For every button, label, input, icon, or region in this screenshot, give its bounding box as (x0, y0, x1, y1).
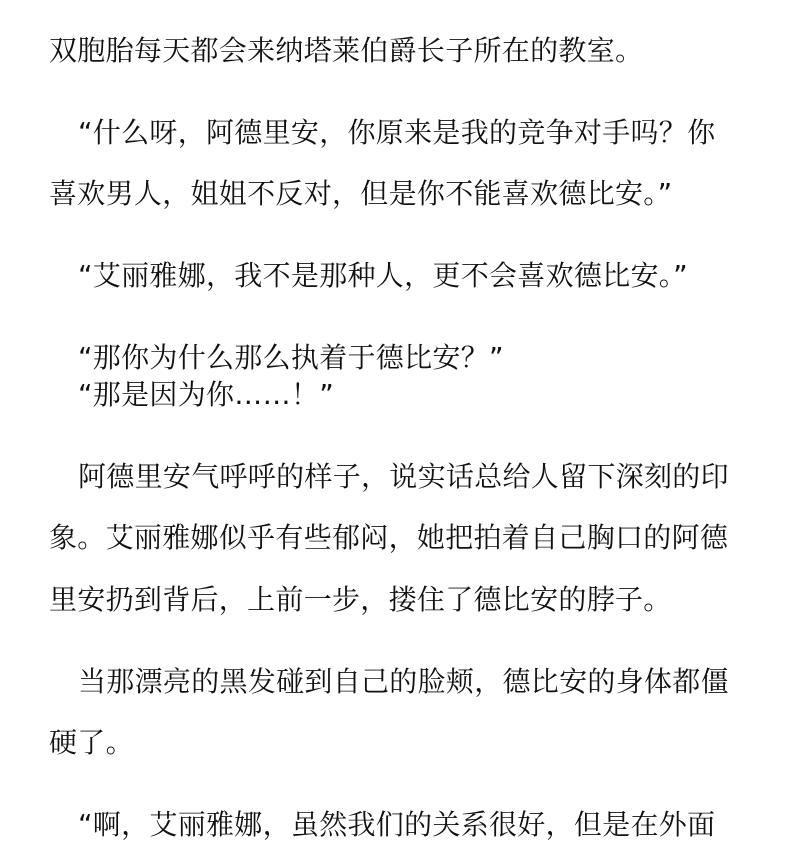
cropped-top-line (49, 0, 749, 16)
text-line: “什么呀，阿德里安，你原来是我的竞争对手吗？你 (78, 116, 716, 149)
text-line: 喜欢男人，姐姐不反对，但是你不能喜欢德比安。” (49, 177, 673, 210)
text-line: 里安扔到背后，上前一步，搂住了德比安的脖子。 (49, 583, 672, 616)
text-line: “那你为什么那么执着于德比安？” (78, 341, 504, 374)
text-line: 象。艾丽雅娜似乎有些郁闷，她把拍着自己胸口的阿德 (49, 521, 729, 554)
text-line: “那是因为你……！” (78, 378, 335, 411)
text-line: 当那漂亮的黑发碰到自己的脸颊，德比安的身体都僵 (78, 665, 729, 698)
text-line: “艾丽雅娜，我不是那种人，更不会喜欢德比安。” (78, 259, 688, 292)
text-line: 双胞胎每天都会来纳塔莱伯爵长子所在的教室。 (49, 34, 644, 67)
text-line: “啊，艾丽雅娜，虽然我们的关系很好，但是在外面 (78, 808, 716, 841)
text-line: 硬了。 (49, 726, 134, 759)
text-line: 阿德里安气呼呼的样子，说实话总给人留下深刻的印 (78, 460, 729, 493)
